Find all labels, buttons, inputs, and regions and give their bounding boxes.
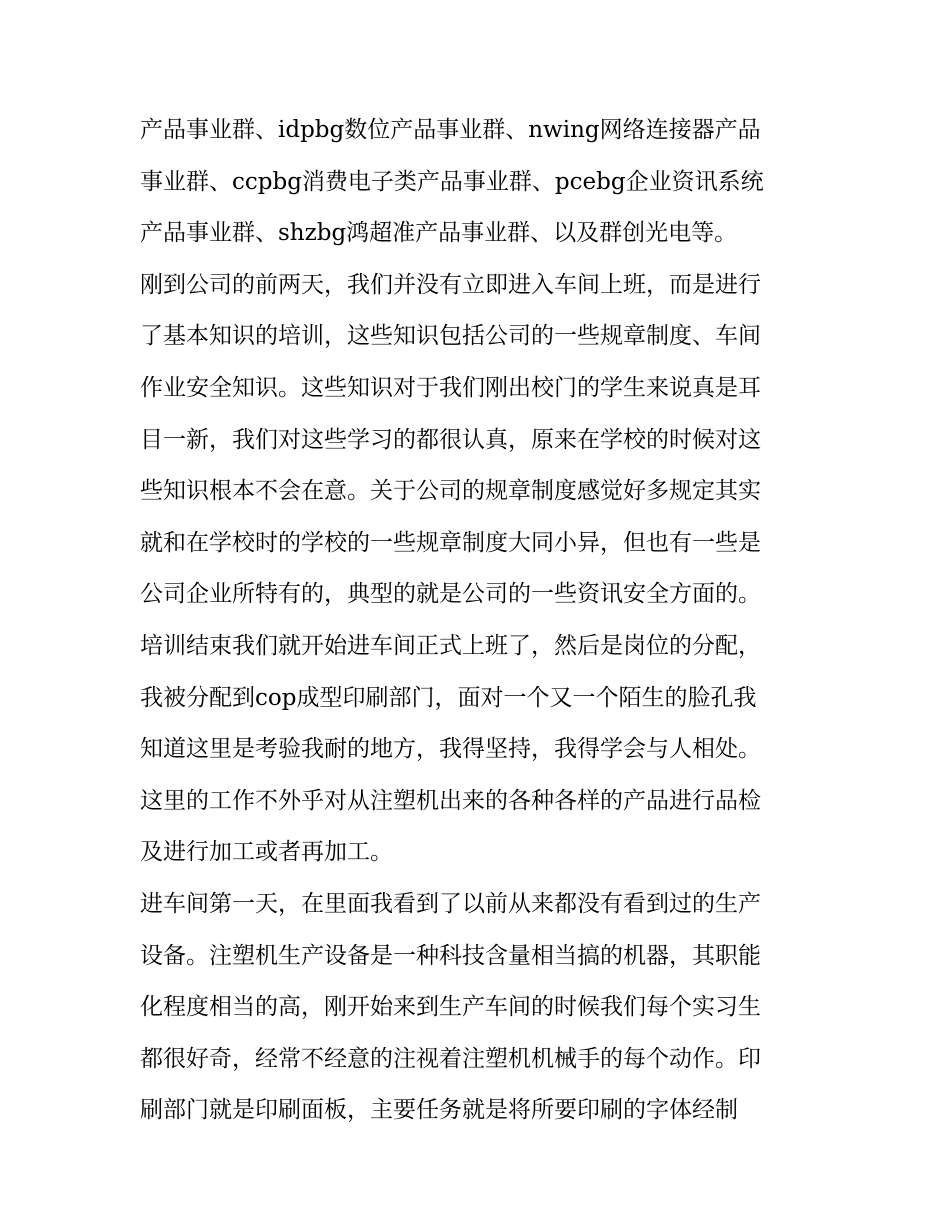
text-line-1: 产品事业群、idpbg数位产品事业群、nwing网络连接器产品 xyxy=(140,117,761,143)
text-line-14: 这里的工作不外乎对从注塑机出来的各种各样的产品进行品检 xyxy=(140,787,761,814)
text-line-20: 刷部门就是印刷面板，主要任务就是将所要印刷的字体经制 xyxy=(140,1097,738,1124)
text-line-6: 作业安全知识。这些知识对于我们刚出校门的学生来说真是耳 xyxy=(140,374,761,401)
text-line-5: 了基本知识的培训，这些知识包括公司的一些规章制度、车间 xyxy=(140,323,761,350)
text-line-8: 些知识根本不会在意。关于公司的规章制度感觉好多规定其实 xyxy=(140,478,761,505)
text-line-4: 刚到公司的前两天，我们并没有立即进入车间上班，而是进行 xyxy=(140,271,761,298)
text-line-18: 化程度相当的高，刚开始来到生产车间的时候我们每个实习生 xyxy=(140,994,761,1021)
text-line-2: 事业群、ccpbg消费电子类产品事业群、pcebg企业资讯系统 xyxy=(140,168,764,195)
text-line-7: 目一新，我们对这些学习的都很认真，原来在学校的时候对这 xyxy=(140,426,761,453)
text-line-10: 公司企业所特有的，典型的就是公司的一些资讯安全方面的。 xyxy=(140,581,761,608)
text-line-15: 及进行加工或者再加工。 xyxy=(140,839,393,866)
text-line-11: 培训结束我们就开始进车间正式上班了，然后是岗位的分配， xyxy=(140,632,761,659)
text-line-17: 设备。注塑机生产设备是一种科技含量相当搞的机器，其职能 xyxy=(140,942,761,969)
text-line-12: 我被分配到cop成型印刷部门，面对一个又一个陌生的脸孔我 xyxy=(140,684,757,711)
text-line-16: 进车间第一天，在里面我看到了以前从来都没有看到过的生产 xyxy=(140,890,761,917)
text-line-13: 知道这里是考验我耐的地方，我得坚持，我得学会与人相处。 xyxy=(140,736,761,763)
text-line-3: 产品事业群、shzbg鸿超准产品事业群、以及群创光电等。 xyxy=(140,220,738,247)
text-line-9: 就和在学校时的学校的一些规章制度大同小异，但也有一些是 xyxy=(140,529,761,556)
body-text xyxy=(140,107,820,1139)
text-line-19: 都很好奇，经常不经意的注视着注塑机机械手的每个动作。印 xyxy=(140,1045,761,1072)
